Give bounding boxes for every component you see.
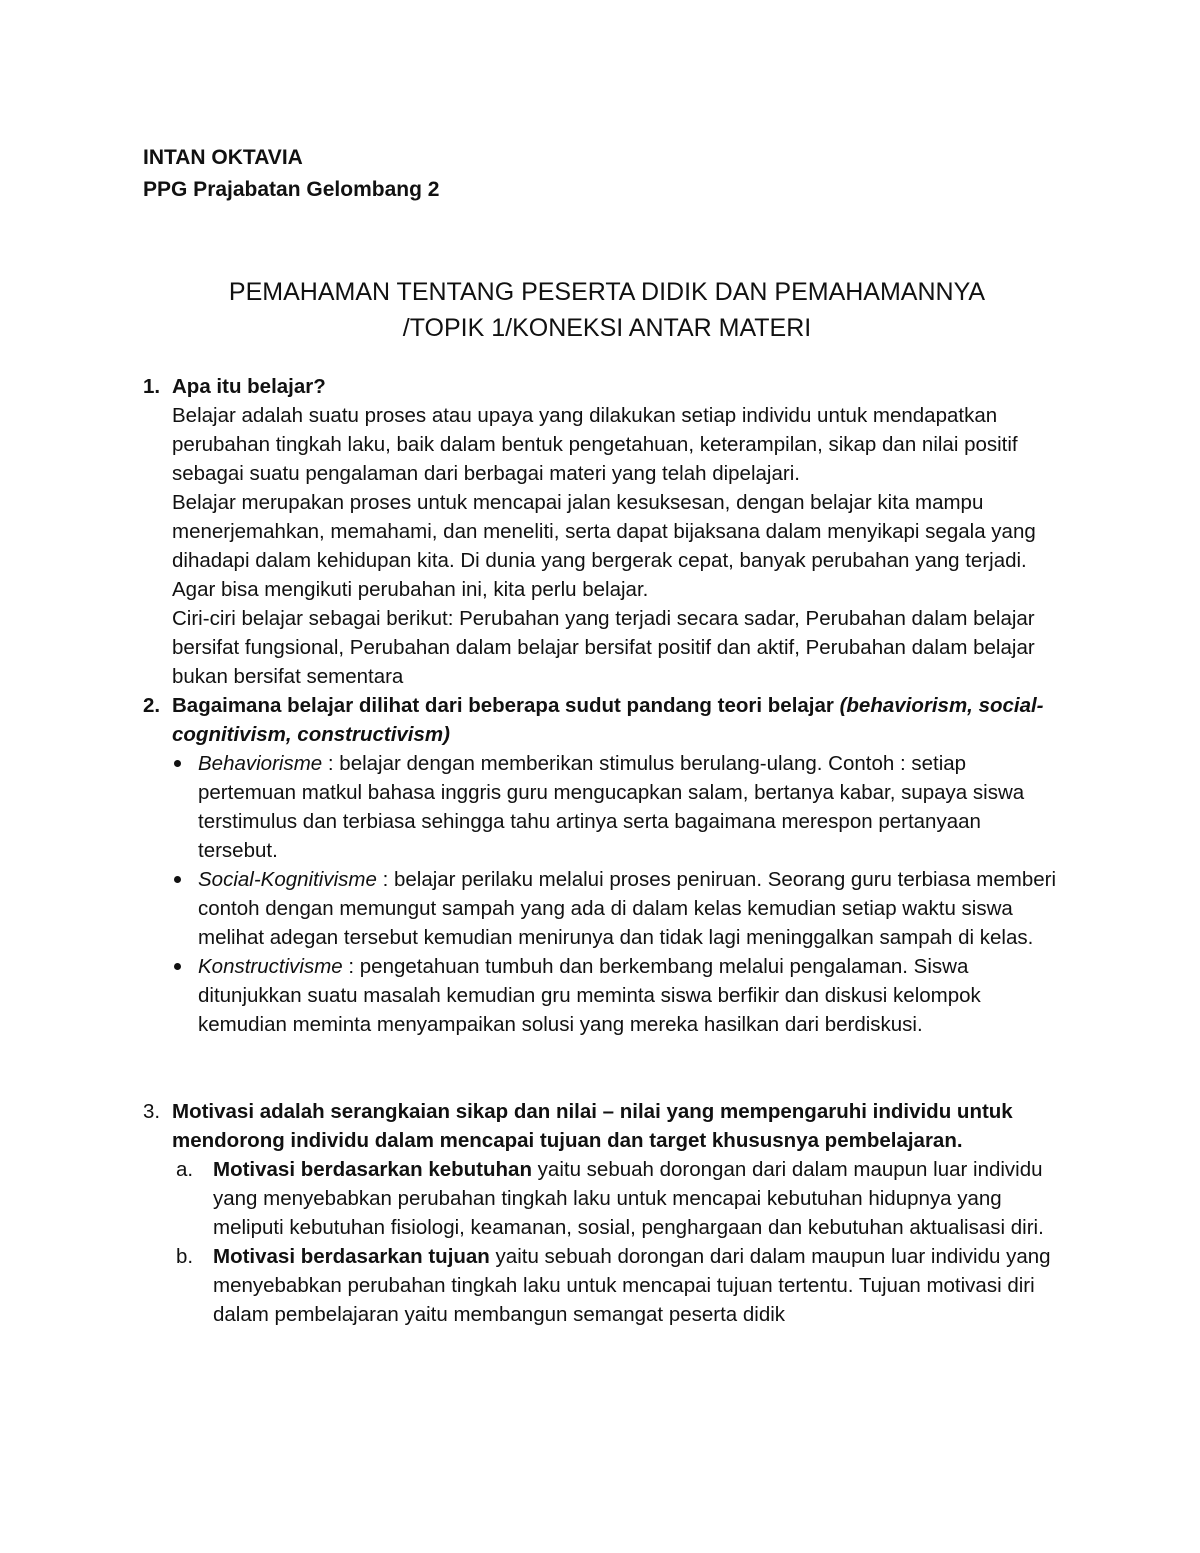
paragraph: Belajar adalah suatu proses atau upaya yang dilakukan setiap individu untuk mendapatkan perubahan tingkah laku, baik dalam bentuk pengetahuan, keterampilan, sikap dan nilai positif sebagai suatu pengalaman dari berbagai materi yang telah dipelajari. [172,404,1018,485]
list-item [143,1242,1063,1329]
section-number: 2. [143,694,161,717]
question-text: Bagaimana belajar dilihat dari beberapa sudut pandang teori belajar [172,694,834,717]
section-1 [143,372,1063,691]
bullet-icon [174,963,181,970]
paragraph: Belajar merupakan proses untuk mencapai jalan kesuksesan, dengan belajar kita mampu menerjemahkan, memahami, dan meneliti, serta dapat bijaksana dalam menyikapi segala yang dihadapi dalam kehidupan kita. Di dunia yang bergerak cepat, banyak perubahan yang terjadi. Agar bisa mengikuti perubahan ini, kita perlu belajar. [172,491,1036,601]
author-name: INTAN OKTAVIA [143,146,303,169]
item-term: Konstructivisme [198,955,343,978]
bullet-icon [174,760,181,767]
author-program: PPG Prajabatan Gelombang 2 [143,178,440,201]
question-theories: (behaviorism, social-cognitivism, constructivism) [172,694,1044,746]
title-line-2: /TOPIK 1/KONEKSI ANTAR MATERI [402,314,812,342]
item-term: Behaviorisme [198,752,323,775]
item-text: : pengetahuan tumbuh dan berkembang melalui pengalaman. Siswa ditunjukkan suatu masalah kemudian gru meminta siswa berfikir dan diskusi kelompok kemudian meminta menyampaikan solusi yang mereka hasilkan dari berdiskusi. [198,955,981,1036]
section-3 [143,1097,1063,1329]
item-text: yaitu sebuah dorongan dari dalam maupun luar individu yang menyebabkan perubahan tingkah laku untuk mencapai tujuan tertentu. Tujuan motivasi diri dalam pembelajaran yaitu membangun semangat peserta didik [213,1245,1051,1326]
document-title [99,274,1115,346]
section-question [172,691,1063,749]
title-line-1: PEMAHAMAN TENTANG PESERTA DIDIK DAN PEMAHAMANNYA [228,278,986,306]
item-term: Social-Kognitivisme [198,868,377,891]
list-item [172,865,1063,952]
section-number: 3. [143,1100,161,1123]
item-text: yaitu sebuah dorongan dari dalam maupun luar individu yang menyebabkan perubahan tingkah laku untuk mencapai kebutuhan hidupnya yang meliputi kebutuhan fisiologi, keamanan, sosial, penghargaan dan kebutuhan aktualisasi diri. [213,1158,1044,1239]
item-letter: b. [176,1245,194,1268]
item-text: : belajar dengan memberikan stimulus berulang-ulang. Contoh : setiap pertemuan matkul bahasa inggris guru mengucapkan salam, bertanya kabar, supaya siswa terstimulus dan terbiasa sehingga tahu artinya serta bagaimana merespon pertanyaan tersebut. [198,752,1025,862]
section-statement: Motivasi adalah serangkaian sikap dan nilai – nilai yang mempengaruhi individu untuk mendorong individu dalam mencapai tujuan dan target khususnya pembelajaran. [172,1100,1013,1152]
bullet-icon [174,876,181,883]
section-2 [143,691,1063,1039]
item-text: : belajar perilaku melalui proses peniruan. Seorang guru terbiasa memberi contoh dengan memungut sampah yang ada di dalam kelas kemudian setiap waktu siswa melihat adegan tersebut kemudian menirunya dan tidak lagi meninggalkan sampah di kelas. [198,868,1057,949]
list-item [143,1155,1063,1242]
section-question: Apa itu belajar? [172,375,326,398]
item-letter: a. [176,1158,194,1181]
item-heading: Motivasi berdasarkan tujuan [213,1245,490,1268]
list-item [172,952,1063,1039]
item-heading: Motivasi berdasarkan kebutuhan [213,1158,532,1181]
paragraph: Ciri-ciri belajar sebagai berikut: Perubahan yang terjadi secara sadar, Perubahan dalam belajar bersifat fungsional, Perubahan dalam belajar bersifat positif dan aktif, Perubahan dalam belajar bukan bersifat sementara [172,607,1035,688]
list-item [172,749,1063,865]
section-number: 1. [143,375,161,398]
document-body [143,142,1063,1329]
